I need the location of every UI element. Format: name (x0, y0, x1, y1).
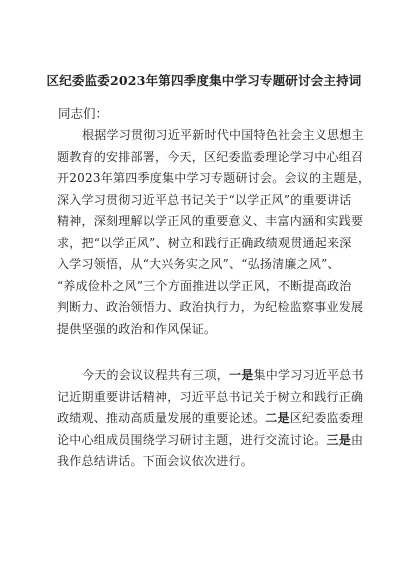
document-title: 区纪委监委2023年第四季度集中学习专题研讨会主持词 (46, 73, 362, 88)
agenda-item-one-marker: 一是 (229, 368, 254, 382)
agenda-text: 区纪委监委理 (289, 411, 364, 425)
agenda-item-two-marker: 二是 (265, 411, 290, 425)
agenda-text: 政绩观、推动高质量发展的重要论述。 (57, 411, 266, 425)
paragraph2-line (57, 409, 363, 426)
paragraph1-line: 题教育的安排部署，今天，区纪委监委理论学习中心组召 (57, 150, 364, 164)
paragraph1-line: 求，把“以学正风”、树立和践行正确政绩观贯通起来深 (57, 236, 352, 250)
paragraph2-line (57, 431, 363, 448)
agenda-item-three-marker: 三是 (326, 433, 352, 447)
paragraph2-line: 我作总结讲话。下面会议依次进行。 (57, 454, 254, 468)
paragraph2-line (82, 366, 364, 383)
agenda-text: 论中心组成员围绕学习研讨主题，进行交流讨论。 (57, 433, 327, 447)
agenda-text: 今天的会议议程共有三项， (82, 368, 230, 382)
paragraph1-line: 提供坚强的政治和作风保证。 (57, 322, 217, 336)
paragraph1-line: 入学习领悟，从“大兴务实之风”、“弘扬清廉之风”、 (57, 257, 340, 271)
paragraph1-line: 深入学习贯彻习近平总书记关于“以学正风”的重要讲话 (57, 193, 352, 207)
paragraph1-line: “养成俭朴之风”三个方面推进以学正风，不断提高政治 (57, 279, 352, 293)
salutation: 同志们： (58, 106, 109, 121)
paragraph1-line: 精神，深刻理解以学正风的重要意义、丰富内涵和实践要 (57, 214, 364, 228)
paragraph1-line: 开2023年第四季度集中学习专题研讨会。会议的主题是， (57, 171, 371, 185)
paragraph1-line: 判断力、政治领悟力、政治执行力，为纪检监察事业发展 (57, 300, 364, 314)
paragraph1-line: 根据学习贯彻习近平新时代中国特色社会主义思想主 (82, 128, 364, 142)
agenda-text: 由 (351, 433, 364, 447)
paragraph2-line: 记近期重要讲话精神，习近平总书记关于树立和践行正确 (57, 390, 364, 404)
agenda-text: 集中学习习近平总书 (253, 368, 364, 382)
